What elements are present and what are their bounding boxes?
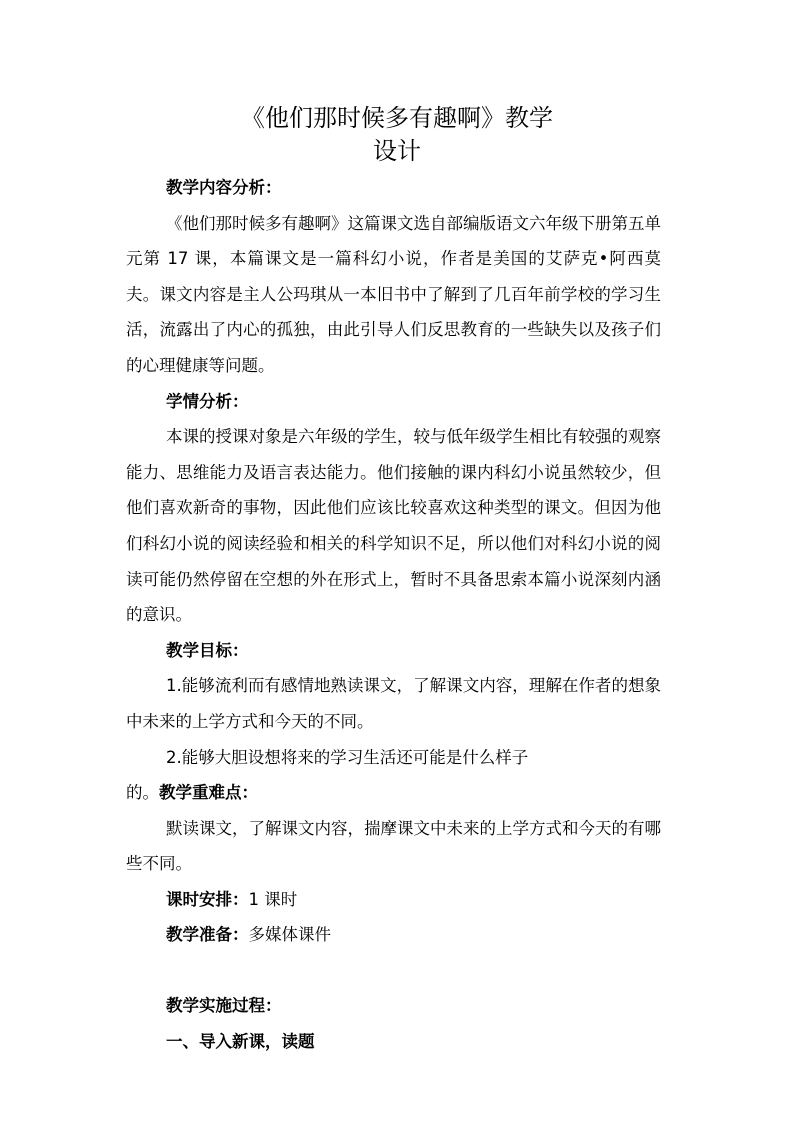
preparation-label: 教学准备： xyxy=(166,925,249,945)
key-points-paragraph: 默读课文，了解课文内容，揣摩课文中未来的上学方式和今天的有哪些不同。 xyxy=(126,818,661,874)
blank-line xyxy=(126,953,661,988)
teaching-goals-heading: 教学目标： xyxy=(166,640,249,660)
schedule-line xyxy=(126,882,661,918)
schedule-value: 1 课时 xyxy=(248,889,298,909)
schedule-label: 课时安排： xyxy=(166,889,249,909)
teaching-goal-2-end: 的。 xyxy=(126,783,159,803)
document-body xyxy=(126,170,661,1059)
content-analysis-paragraph: 《他们那时候多有趣啊》这篇课文选自部编版语文六年级下册第五单元第 17 课，本篇课文是一篇科幻小说，作者是美国的艾萨克•阿西莫夫。课文内容是主人公玛琪从一本旧书中了解到了几百年前学校的学习生活，流露出了内心的孤独，由此引导人们反思教育的一些缺失以及孩子们的心理健康等问题。 xyxy=(126,213,661,375)
teaching-goal-2: 2.能够大胆设想将来的学习生活还可能是什么样子 xyxy=(166,747,529,767)
teaching-goal-2-end-line xyxy=(126,775,661,811)
document-title-line2: 设计 xyxy=(373,137,421,165)
student-analysis-paragraph: 本课的授课对象是六年级的学生，较与低年级学生相比有较强的观察能力、思维能力及语言表达能力。他们接触的课内科幻小说虽然较少，但他们喜欢新奇的事物，因此他们应该比较喜欢这种类型的课文。但因为他们科幻小说的阅读经验和相关的科学知识不足，所以他们对科幻小说的阅读可能仍然停留在空想的外在形式上，暂时不具备思索本篇小说深刻内涵的意识。 xyxy=(126,427,661,625)
process-heading: 教学实施过程： xyxy=(166,996,282,1016)
preparation-value: 多媒体课件 xyxy=(248,925,331,945)
document-title-line1: 《他们那时候多有趣啊》教学 xyxy=(241,104,553,132)
teaching-goal-1: 1.能够流利而有感情地熟读课文，了解课文内容，理解在作者的想象中未来的上学方式和今天的不同。 xyxy=(126,676,661,731)
step1-heading: 一、导入新课，读题 xyxy=(166,1031,315,1051)
preparation-line xyxy=(126,917,661,953)
key-points-heading: 教学重难点： xyxy=(159,783,258,803)
content-analysis-heading: 教学内容分析： xyxy=(166,178,282,197)
student-analysis-heading: 学情分析： xyxy=(166,391,249,411)
